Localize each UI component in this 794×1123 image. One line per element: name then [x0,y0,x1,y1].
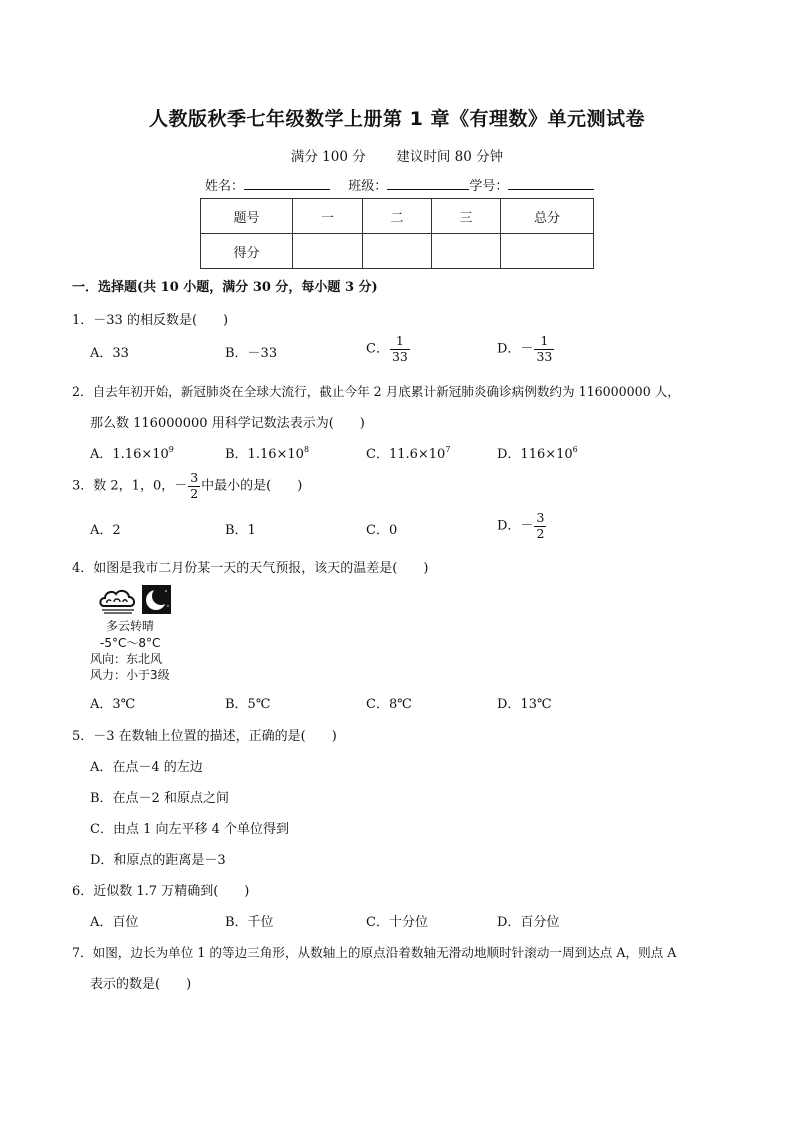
fraction [188,472,200,500]
q2-b-text: B．1.16×10 [225,447,304,462]
exponent: 6 [572,445,578,454]
q3-option-b[interactable]: B．1 [225,523,256,538]
score-table [200,198,594,269]
student-info-line [205,175,594,194]
weather-icons [98,584,174,616]
id-label: 学号： [469,179,509,194]
name-label: 姓名： [205,179,245,194]
fraction [390,335,410,363]
q5-option-a[interactable]: A．在点－4 的左边 [90,760,203,775]
weather-desc: 多云转晴 [106,619,155,633]
score-row-label: 得分 [201,234,293,269]
cloud-icon [100,591,134,613]
score-table-header-row [201,199,594,234]
q3-option-a[interactable]: A．2 [90,523,121,538]
q4-option-c[interactable]: C．8℃ [366,697,412,712]
suggested-time: 建议时间 80 分钟 [396,149,504,165]
id-blank[interactable] [508,176,594,190]
question-2-stem-line2: 那么数 116000000 用科学记数法表示为( ) [90,416,365,431]
q2-c-text: C．11.6×10 [366,447,446,462]
q3-d-prefix: D．－ [497,518,534,534]
q5-option-d[interactable]: D．和原点的距离是－3 [90,853,226,868]
score-cell[interactable] [293,234,363,269]
numerator: 3 [190,470,199,485]
denominator: 33 [391,348,408,364]
q6-option-d[interactable]: D．百分位 [497,915,560,930]
page-title: 人教版秋季七年级数学上册第 1 章《有理数》单元测试卷 [149,108,645,130]
question-1-stem: 1．－33 的相反数是( ) [72,313,229,328]
score-cell[interactable] [363,234,432,269]
question-4-stem: 4．如图是我市二月份某一天的天气预报，该天的温差是( ) [72,561,429,576]
q2-a-text: A．1.16×10 [90,447,169,462]
question-3-stem [72,472,302,500]
q4-option-b[interactable]: B．5℃ [225,697,271,712]
exam-subtitle [0,145,794,165]
q2-d-text: D．116×10 [497,447,573,462]
exponent: 7 [445,445,451,454]
score-cell[interactable] [432,234,501,269]
numerator: 1 [534,335,554,350]
name-blank[interactable] [244,176,330,190]
q4-option-d[interactable]: D．13℃ [497,697,552,712]
fraction [534,512,546,540]
q6-option-a[interactable]: A．百位 [90,915,139,930]
q6-option-b[interactable]: B．千位 [225,915,274,930]
wind-direction: 风向：东北风 [90,652,163,666]
fraction [534,335,554,363]
q1-c-prefix: C． [366,341,389,357]
numerator: 1 [390,335,410,350]
weather-temp: -5°C～8°C [100,636,161,650]
exponent: 8 [303,445,310,454]
score-header-cell: 一 [293,199,363,234]
q2-option-c[interactable] [366,443,450,462]
q2-option-a[interactable] [90,443,174,462]
question-7-stem-line2: 表示的数是( ) [90,977,192,992]
q3-option-c[interactable]: C．0 [366,523,398,538]
moon-icon [142,585,171,614]
q1-option-a[interactable]: A．33 [90,346,129,361]
question-2-stem-line1: 2．自去年初开始，新冠肺炎在全球大流行，截止今年 2 月底累计新冠肺炎确诊病例数约为 116000000 人， [72,384,680,399]
q1-option-b[interactable]: B．－33 [225,346,278,361]
full-score: 满分 100 分 [290,149,366,165]
denominator: 2 [190,485,199,501]
q1-d-prefix: D．－ [497,341,534,357]
q1-option-c[interactable] [366,335,411,363]
q3-stem-part2: 中最小的是( ) [201,478,303,494]
q2-option-b[interactable] [225,443,309,462]
q2-option-d[interactable] [497,443,578,462]
q4-option-a[interactable]: A．3℃ [90,697,136,712]
q3-option-d[interactable] [497,512,547,540]
score-cell[interactable] [501,234,594,269]
q5-option-b[interactable]: B．在点－2 和原点之间 [90,791,229,806]
class-blank[interactable] [387,176,469,190]
q6-option-c[interactable]: C．十分位 [366,915,428,930]
section-heading: 一．选择题(共 10 小题，满分 30 分，每小题 3 分) [72,280,378,295]
class-label: 班级： [348,179,388,194]
question-6-stem: 6．近似数 1.7 万精确到( ) [72,884,250,899]
numerator: 3 [536,510,545,525]
exponent: 9 [168,445,174,454]
q3-stem-part1: 3．数 2，1，0，－ [72,478,188,494]
q5-option-c[interactable]: C．由点 1 向左平移 4 个单位得到 [90,822,290,837]
score-header-cell: 题号 [201,199,293,234]
score-header-cell: 二 [363,199,432,234]
score-header-cell: 三 [432,199,501,234]
denominator: 2 [536,525,545,541]
score-table-row [201,234,594,269]
q1-option-d[interactable] [497,335,555,363]
wind-force: 风力：小于3级 [90,668,170,682]
score-header-cell: 总分 [501,199,594,234]
question-7-stem-line1: 7．如图，边长为单位 1 的等边三角形，从数轴上的原点沿着数轴无滑动地顺时针滚动一周到达点 A，则点 A [72,945,677,960]
denominator: 33 [536,348,553,364]
question-5-stem: 5．－3 在数轴上位置的描述，正确的是( ) [72,729,337,744]
